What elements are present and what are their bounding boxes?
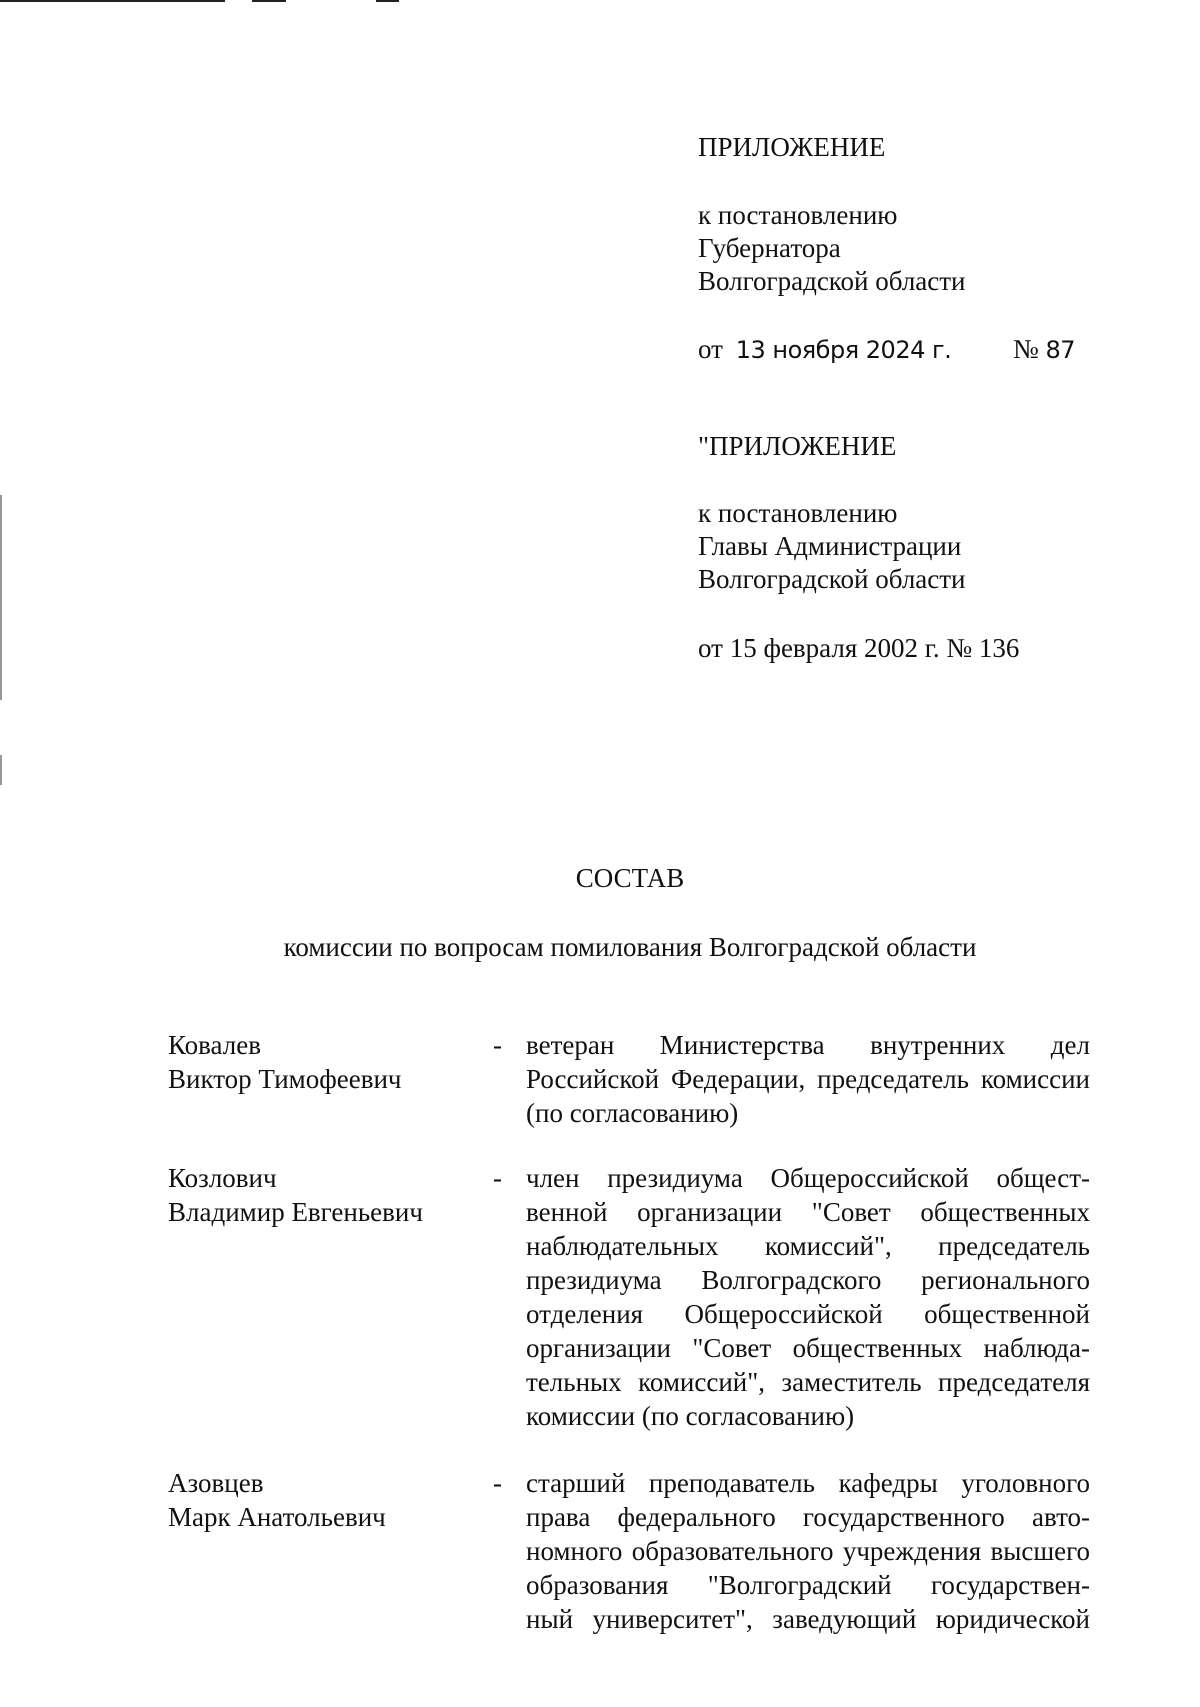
appendix-new-date-handwritten: 13 ноября 2024 г. (735, 336, 952, 364)
role-line: член президиума Общероссийской общест- (526, 1163, 1090, 1193)
role-line: ветеран Министерства внутренних дел (526, 1030, 1090, 1060)
scan-edge-line (376, 0, 399, 2)
appendix-original-date-line-block (698, 632, 1019, 665)
role-line: номного образовательного учреждения высшего (526, 1536, 1090, 1566)
role-line: президиума Волгоградского регионального (526, 1265, 1090, 1295)
scan-edge-line (0, 0, 225, 2)
appendix-new-number (1013, 333, 1075, 367)
appendix-original-reference (698, 497, 966, 596)
scan-edge-line (252, 0, 286, 2)
document-title: СОСТАВ (575, 863, 685, 893)
appendix-new-number-prefix: № (1013, 334, 1039, 364)
appendix-new-authority-line1: Губернатора (698, 233, 841, 263)
member-surname: Козлович (168, 1163, 277, 1193)
appendix-new-date-prefix: от (698, 334, 723, 364)
member-given-names: Владимир Евгеньевич (168, 1197, 423, 1227)
appendix-new-date-line (698, 333, 951, 367)
appendix-new-number-handwritten: 87 (1045, 336, 1076, 364)
role-line: организации "Совет общественных наблюда- (526, 1333, 1090, 1363)
role-line: старший преподаватель кафедры уголовного (526, 1468, 1090, 1498)
role-line: комиссии (по согласованию) (526, 1401, 855, 1431)
appendix-new-authority-line2: Волгоградской области (698, 266, 966, 296)
role-line: образования "Волгоградский государствен- (526, 1570, 1090, 1600)
member-dash: - (493, 1163, 502, 1193)
role-line: отделения Общероссийской общественной (526, 1299, 1090, 1329)
member-given-names: Марк Анатольевич (168, 1502, 386, 1532)
member-given-names: Виктор Тимофеевич (168, 1064, 402, 1094)
member-surname: Ковалев (168, 1030, 261, 1060)
member-role (526, 1161, 1090, 1433)
role-line: Российской Федерации, председатель комиссии (526, 1064, 1090, 1094)
appendix-original-title: "ПРИЛОЖЕНИЕ (698, 431, 897, 461)
member-role (526, 1028, 1090, 1130)
role-line: (по согласованию) (526, 1098, 739, 1128)
role-line: ный университет", заведующий юридической (526, 1604, 1090, 1634)
member-dash: - (493, 1468, 502, 1498)
role-line: права федерального государственного авто- (526, 1502, 1090, 1532)
appendix-original-authority-line1: Главы Администрации (698, 531, 962, 561)
member-role (526, 1466, 1090, 1636)
appendix-new-reference (698, 199, 966, 298)
appendix-original-to-line: к постановлению (698, 498, 898, 528)
appendix-new-title: ПРИЛОЖЕНИЕ (698, 132, 886, 162)
document-subtitle: комиссии по вопросам помилования Волгоградской области (283, 932, 977, 962)
scan-edge-mark (0, 495, 2, 700)
role-line: венной организации "Совет общественных (526, 1197, 1090, 1227)
role-line: тельных комиссий", заместитель председателя (526, 1367, 1090, 1397)
appendix-original-date-line: от 15 февраля 2002 г. № 136 (698, 633, 1020, 663)
appendix-original-authority-line2: Волгоградской области (698, 564, 966, 594)
role-line: наблюдательных комиссий", председатель (526, 1231, 1090, 1261)
member-dash: - (493, 1030, 502, 1060)
appendix-new-to-line: к постановлению (698, 200, 898, 230)
appendix-new-block (698, 131, 885, 164)
member-surname: Азовцев (168, 1468, 264, 1498)
appendix-original-block (698, 430, 896, 463)
scan-edge-mark (0, 755, 2, 785)
